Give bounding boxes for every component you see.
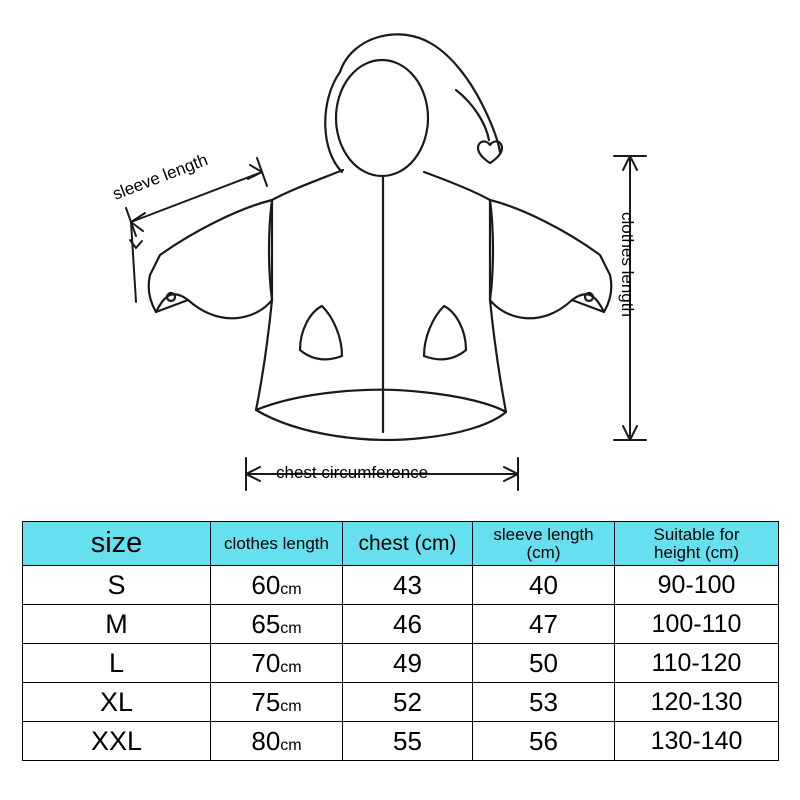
table-row [23, 605, 779, 644]
sleeve-length-label: sleeve length [110, 150, 211, 204]
left-sleeve [149, 200, 272, 318]
cell-height: 130-140 [615, 722, 779, 761]
cell-clothes-length [211, 605, 343, 644]
cell-height: 120-130 [615, 683, 779, 722]
right-pocket [424, 306, 466, 359]
header-suitable-height [615, 522, 779, 566]
cell-clothes-length-unit: cm [280, 697, 302, 715]
left-pocket [300, 306, 342, 359]
hood-strap [456, 90, 489, 140]
header-chest: chest (cm) [343, 522, 473, 566]
cell-clothes-length [211, 722, 343, 761]
cell-sleeve-length: 40 [473, 566, 615, 605]
cell-size: XXL [23, 722, 211, 761]
cell-chest: 49 [343, 644, 473, 683]
cell-clothes-length-unit: cm [280, 736, 302, 754]
header-height-line1: Suitable for [653, 524, 740, 544]
hood-face-opening [336, 60, 428, 176]
cell-height: 100-110 [615, 605, 779, 644]
hood-inner [325, 72, 342, 172]
header-clothes-length: clothes length [211, 522, 343, 566]
cell-chest: 46 [343, 605, 473, 644]
cell-chest: 55 [343, 722, 473, 761]
cell-clothes-length-unit: cm [280, 619, 302, 637]
cell-size: S [23, 566, 211, 605]
cell-chest: 52 [343, 683, 473, 722]
clothes-length-label: clothes length [618, 212, 637, 317]
cell-size: XL [23, 683, 211, 722]
cell-clothes-length-value: 60 [251, 569, 281, 600]
header-height-line2: height (cm) [653, 542, 740, 562]
header-sleeve-length-line2: (cm) [526, 542, 561, 562]
cell-sleeve-length: 50 [473, 644, 615, 683]
coat-hem [256, 390, 506, 412]
cell-height: 110-120 [615, 644, 779, 683]
hood-outline [340, 34, 500, 152]
cell-clothes-length-value: 80 [251, 725, 281, 756]
header-size: size [23, 522, 211, 566]
size-table [22, 521, 779, 761]
table-row [23, 683, 779, 722]
table-row [23, 722, 779, 761]
sleeve-tick-inner [257, 158, 267, 186]
chest-circumference-label: chest circumference [276, 463, 429, 482]
cell-clothes-length-value: 65 [251, 608, 281, 639]
cell-size: L [23, 644, 211, 683]
table-row [23, 644, 779, 683]
cell-sleeve-length: 56 [473, 722, 615, 761]
table-row [23, 566, 779, 605]
table-header-row [23, 522, 779, 566]
cell-height: 90-100 [615, 566, 779, 605]
right-sleeve [490, 200, 611, 318]
cell-clothes-length-value: 75 [251, 686, 281, 717]
header-sleeve-length-line1: sleeve length [493, 524, 594, 544]
cell-sleeve-length: 47 [473, 605, 615, 644]
cell-clothes-length-unit: cm [280, 580, 302, 598]
cell-clothes-length [211, 644, 343, 683]
cell-clothes-length-unit: cm [280, 658, 302, 676]
cell-clothes-length [211, 566, 343, 605]
cell-sleeve-length: 53 [473, 683, 615, 722]
cell-size: M [23, 605, 211, 644]
header-sleeve-length [473, 522, 615, 566]
cell-clothes-length [211, 683, 343, 722]
cell-clothes-length-value: 70 [251, 647, 281, 678]
cell-chest: 43 [343, 566, 473, 605]
